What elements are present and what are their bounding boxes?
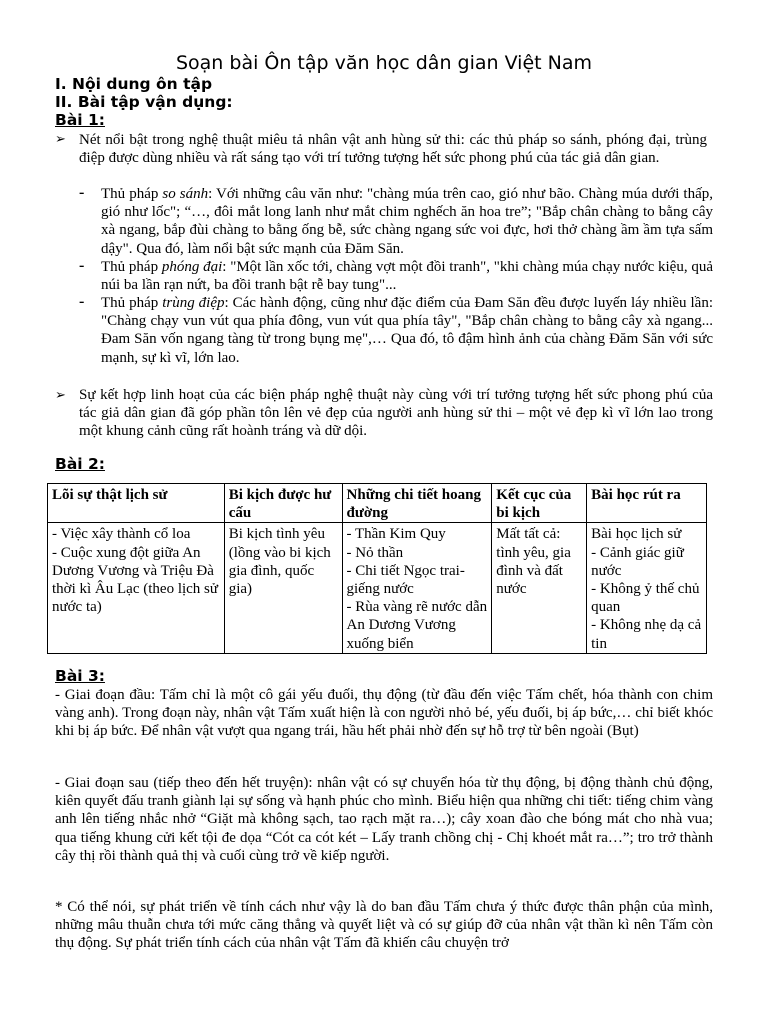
sub-bullet-prefix: Thủ pháp [101, 259, 162, 275]
dash-bullet-icon: - [79, 257, 85, 274]
cell-line: - Không ỷ thế chủ quan [591, 581, 700, 616]
table-header-cell: Những chi tiết hoang đường [342, 484, 492, 523]
sub-bullet-text: : Các hành động, cũng như đặc điểm của Đam Săn đều được luyến láy nhiều lần: "Chàng chạy vun vút qua phía đông, vun vút qua phía tây", "Bắp chân chàng to bằng cây xà ngang... Đam Săn vốn ngang tàng từ trong bụng mẹ",… Qua đó, tô đậm hình ảnh của chàng Đăm Săn với sức mạnh, sự kì vĩ, lớn lao. [101, 295, 713, 366]
sub-bullet-prefix: Thủ pháp [101, 186, 163, 202]
exercise-1-bullet-2: Sự kết hợp linh hoạt của các biện pháp nghệ thuật này cùng với trí tưởng tượng hết sức phong phú của tác giả dân gian đã góp phần tôn lên vẻ đẹp của người anh hùng sử thi – một vẻ đẹp kì vĩ lớn lao trong một khung cảnh cũng rất hoành tráng và dữ dội. [79, 387, 713, 440]
table-header-row [48, 484, 707, 523]
sub-bullet-text: : Với những câu văn như: "chàng múa trên cao, gió như bão. Chàng múa dưới thấp, gió như lốc"; “…, đôi mắt long lanh như mắt chim nghếch ăn hoa tre”; "Bắp chân chàng to bằng cây xà ngang, bắp đùi chàng to bằng ống bễ, sức chàng ngang sức voi đực, hơi thở chàng ầm ầm tựa sấm dậy". Qua đó, làm nổi bật sức mạnh của Đăm Săn. [101, 186, 713, 257]
exercise-2-table [47, 483, 707, 654]
dash-bullet-icon: - [79, 184, 85, 201]
table-cell-tragedy-ending [492, 523, 587, 653]
cell-line: - Thần Kim Quy [346, 526, 446, 543]
table-cell-lessons [587, 523, 707, 653]
table-cell-fictional-tragedy [224, 523, 342, 653]
cell-line: - Rùa vàng rẽ nước dẫn An Dương Vương xuống biển [346, 599, 488, 652]
cell-line: - Cảnh giác giữ nước [591, 544, 684, 579]
sub-bullet-technique: phóng đại [161, 259, 223, 275]
cell-line: - Nỏ thần [346, 544, 404, 561]
table-cell-fantastic-details [342, 523, 492, 653]
cell-line: - Chi tiết Ngọc trai-giếng nước [346, 562, 465, 598]
table-cell-historical-core [48, 523, 225, 653]
cell-line: Bài học lịch sử [591, 526, 682, 543]
document-title: Soạn bài Ôn tập văn học dân gian Việt Nam [175, 52, 593, 74]
table-row [48, 523, 707, 653]
cell-line: - Không nhẹ dạ cả tin [591, 617, 702, 652]
exercise-1-sub-bullet-comparison [101, 185, 713, 258]
exercise-3-paragraph-2: - Giai đoạn sau (tiếp theo đến hết truyện): nhân vật có sự chuyển hóa từ thụ động, bị động thành chủ động, kiên quyết đấu tranh giành lại sự sống và hạnh phúc cho mình. Biểu hiện qua những chi tiết: tiếng chim vàng anh lên tiếng nhắc nhở “Giặt mà không sạch, tao rạch mặt ra…); cây xoan đào che bóng mát cho nhà vua; qua tiếng khung cửi kết tội đe dọa “Cót ca cót két – Lấy tranh chồng chị - Chị khoét mắt ra…”; tro trở thành cây thị rồi thành quả thị và cuối cùng trở về kiếp người. [55, 775, 713, 864]
exercise-1-heading: Bài 1: [55, 111, 105, 129]
sub-bullet-text: : "Một lần xốc tới, chàng vợt một đồi tranh", "khi chàng múa chạy nước kiệu, quả núi ba lần rạn nứt, ba đồi tranh bật rễ bay tung"... [101, 259, 714, 294]
cell-line: Bi kịch tình yêu (lồng vào bi kịch gia đình, quốc gia) [228, 526, 331, 598]
sub-bullet-technique: trùng điệp [162, 295, 225, 311]
table-header-cell: Kết cục của bi kịch [492, 484, 587, 523]
arrow-bullet-icon: ➢ [55, 388, 66, 403]
cell-line: Mất tất cả: tình yêu, gia đình và đất nước [496, 526, 571, 598]
cell-line: - Việc xây thành cổ loa [52, 526, 191, 543]
exercise-1-bullet-1: Nét nổi bật trong nghệ thuật miêu tả nhân vật anh hùng sử thi: các thủ pháp so sánh, phóng đại, trùng điệp được dùng nhiều và rất sáng tạo với trí tưởng tượng hết sức phong phú của tác giả dân gian. [79, 132, 707, 167]
sub-bullet-prefix: Thủ pháp [101, 295, 163, 311]
section-heading-exercises: II. Bài tập vận dụng: [55, 93, 233, 111]
exercise-3-heading: Bài 3: [55, 667, 105, 685]
cell-line: - Cuộc xung đột giữa An Dương Vương và Triệu Đà thời kì Âu Lạc (theo lịch sử nước ta) [52, 544, 219, 616]
dash-bullet-icon: - [79, 293, 85, 310]
sub-bullet-technique: so sánh [162, 186, 209, 202]
exercise-1-sub-bullet-exaggeration [101, 258, 713, 294]
exercise-1-sub-bullet-repetition [101, 294, 713, 367]
section-heading-content-review: I. Nội dung ôn tập [55, 75, 213, 93]
table-header-cell: Lõi sự thật lịch sử [48, 484, 225, 523]
table-header-cell: Bi kịch được hư cấu [224, 484, 342, 523]
arrow-bullet-icon: ➢ [55, 132, 66, 147]
exercise-2-heading: Bài 2: [55, 455, 105, 473]
exercise-3-paragraph-3: * Có thể nói, sự phát triển về tính cách như vậy là do ban đầu Tấm chưa ý thức được thân phận của mình, những mâu thuẫn chưa tới mức căng thẳng và quyết liệt và có sự giúp đỡ của nhân vật thần kì nên Tấm còn thụ động. Sự phát triển tính cách của nhân vật Tấm đã khiến câu chuyện trở [55, 899, 713, 952]
exercise-3-paragraph-1: - Giai đoạn đầu: Tấm chỉ là một cô gái yếu đuối, thụ động (từ đầu đến việc Tấm chết, hóa thành con chim vàng anh). Trong đoạn này, nhân vật Tấm xuất hiện là con người nhỏ bé, yếu đuối, bị áp bức,… chỉ biết khóc khi bị áp bức. Để nhân vật vượt qua ngang trái, hầu hết phải nhờ đến sự hỗ trợ từ bên ngoài (Bụt) [55, 687, 713, 740]
table-header-cell: Bài học rút ra [587, 484, 707, 523]
